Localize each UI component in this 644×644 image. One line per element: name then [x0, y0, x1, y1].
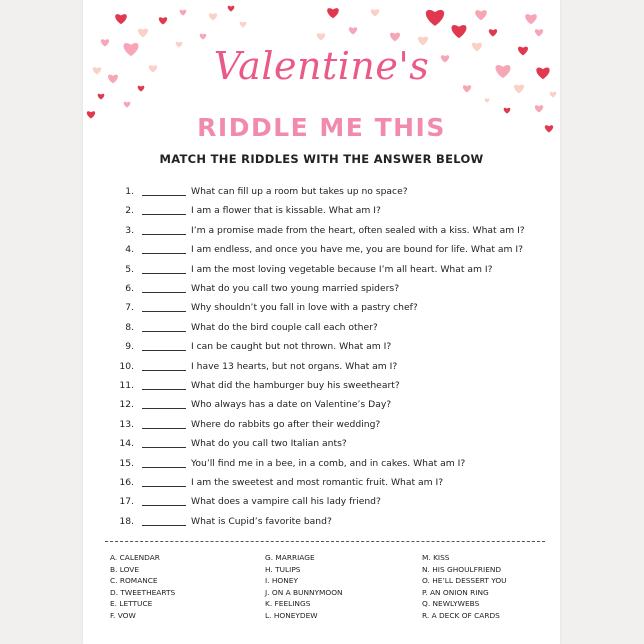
answer-option: A. CALENDAR: [110, 553, 160, 562]
riddle-text: What do you call two Italian ants?: [191, 438, 347, 450]
riddle-text: What does a vampire call his lady friend?: [191, 496, 381, 508]
page-title: RIDDLE ME THIS: [197, 113, 446, 142]
answer-option: B. LOVE: [110, 564, 140, 574]
riddle-row: [83, 318, 560, 337]
riddle-number: 11.: [119, 380, 134, 391]
answer-blank[interactable]: [142, 350, 186, 351]
answer-blank[interactable]: [142, 428, 186, 429]
riddle-number: 6.: [125, 283, 134, 294]
riddle-row: [83, 357, 560, 376]
riddle-number: 9.: [125, 341, 134, 353]
riddle-text: What did the hamburger buy his sweetheart?: [191, 380, 400, 391]
riddle-number: 3.: [125, 224, 134, 236]
riddle-row: [83, 279, 560, 298]
instructions: MATCH THE RIDDLES WITH THE ANSWER BELOW: [159, 152, 484, 166]
riddle-number: 1.: [125, 186, 134, 197]
heart-icon: [228, 6, 235, 12]
answer-option: I. HONEY: [265, 576, 298, 586]
answer-blank[interactable]: [142, 311, 186, 312]
answer-option: C. ROMANCE: [110, 576, 158, 586]
riddle-number: 18.: [119, 515, 134, 527]
riddle-number: 4.: [125, 244, 134, 256]
riddle-text: Who always has a date on Valentine’s Day?: [191, 399, 392, 411]
heart-icon: [390, 33, 400, 42]
answer-blank[interactable]: [142, 408, 186, 409]
riddle-number: 7.: [125, 302, 134, 314]
riddle-text: Where do rabbits go after their wedding?: [191, 418, 381, 430]
riddle-text: What is Cupid’s favorite band?: [191, 515, 332, 527]
answer-blank[interactable]: [142, 214, 186, 215]
riddle-row: [83, 415, 560, 434]
riddle-text: I have 13 hearts, but not organs. What am I?: [191, 360, 398, 372]
heart-icon: [452, 25, 467, 38]
riddle-number: 14.: [119, 438, 134, 450]
heart-icon: [200, 34, 207, 40]
heart-icon: [426, 10, 444, 26]
riddle-row: [83, 512, 560, 531]
answer-blank[interactable]: [142, 467, 186, 468]
answer-blank[interactable]: [142, 486, 186, 487]
answer-column: [265, 552, 343, 622]
riddle-text: I am the most loving vegetable because I’m all heart. What am I?: [191, 263, 493, 275]
answer-option: J. ON A BUNNYMOON: [265, 587, 343, 597]
riddle-text: What can fill up a room but takes up no space?: [191, 186, 408, 197]
heart-icon: [525, 14, 537, 24]
answer-option: O. HE’LL DESSERT YOU: [422, 576, 507, 586]
riddle-text: I’m a promise made from the heart, often sealed with a kiss. What am I?: [191, 224, 525, 236]
answer-column: [110, 552, 175, 622]
heart-icon: [98, 94, 105, 100]
riddle-text: I am a flower that is kissable. What am I?: [191, 205, 381, 217]
riddle-text: You’ll find me in a bee, in a comb, and in cakes. What am I?: [191, 457, 466, 469]
answer-option: R. A DECK OF CARDS: [422, 610, 500, 620]
heart-icon: [115, 14, 127, 24]
answer-option: M. KISS: [422, 553, 450, 562]
riddle-row: [83, 434, 560, 453]
heart-icon: [209, 13, 217, 20]
answer-option: H. TULIPS: [265, 564, 301, 574]
riddle-row: [83, 260, 560, 279]
riddle-text: I am endless, and once you have me, you are bound for life. What am I?: [191, 244, 524, 256]
riddle-text: What do you call two young married spiders?: [191, 283, 400, 294]
riddle-text: Why shouldn’t you fall in love with a pastry chef?: [191, 302, 418, 314]
riddle-row: [83, 201, 560, 220]
answer-blank[interactable]: [142, 195, 186, 196]
riddle-row: [83, 473, 560, 492]
answer-blank[interactable]: [142, 525, 186, 526]
answer-blank[interactable]: [142, 331, 186, 332]
riddle-row: [83, 454, 560, 473]
answer-column: [422, 552, 507, 622]
answer-option: Q. NEWLYWEBS: [422, 599, 480, 609]
riddle-number: 10.: [119, 360, 134, 372]
riddle-row: [83, 182, 560, 201]
riddle-row: [83, 221, 560, 240]
heart-icon: [475, 10, 487, 20]
heart-icon: [371, 9, 379, 16]
heart-icon: [317, 33, 325, 40]
answer-option: K. FEELINGS: [265, 599, 311, 609]
riddle-row: [83, 395, 560, 414]
answer-blank[interactable]: [142, 253, 186, 254]
riddle-row: [83, 240, 560, 259]
answer-blank[interactable]: [142, 505, 186, 506]
riddle-row: [83, 492, 560, 511]
heart-icon: [180, 10, 187, 16]
heart-icon: [327, 8, 339, 18]
riddle-number: 2.: [125, 205, 134, 217]
riddle-text: I can be caught but not thrown. What am I?: [191, 341, 392, 353]
answer-option: N. HIS GHOULFRIEND: [422, 564, 502, 574]
answer-blank[interactable]: [142, 234, 186, 235]
riddle-number: 8.: [125, 321, 134, 333]
answer-option: F. VOW: [110, 610, 136, 620]
riddle-number: 15.: [119, 457, 134, 469]
heart-icon: [240, 22, 247, 28]
riddle-row: [83, 298, 560, 317]
answer-blank[interactable]: [142, 370, 186, 371]
answer-blank[interactable]: [142, 292, 186, 293]
heart-icon: [550, 92, 557, 98]
answer-option: L. HONEYDEW: [265, 610, 318, 620]
answer-option: E. LETTUCE: [110, 599, 153, 609]
answer-blank[interactable]: [142, 447, 186, 448]
riddle-number: 17.: [119, 496, 134, 508]
riddle-number: 16.: [119, 477, 134, 488]
answer-blank[interactable]: [142, 273, 186, 274]
heart-icon: [535, 105, 543, 112]
riddle-row: [83, 337, 560, 356]
riddle-text: What do the bird couple call each other?: [191, 321, 378, 333]
worksheet-page: [83, 0, 560, 644]
heart-icon: [159, 17, 167, 24]
heart-icon: [124, 102, 131, 108]
heart-icon: [535, 29, 543, 36]
riddle-number: 12.: [119, 399, 134, 411]
riddle-row: [83, 376, 560, 395]
answer-blank[interactable]: [142, 389, 186, 390]
dashed-divider: [105, 541, 545, 542]
answer-option: D. TWEETHEARTS: [110, 587, 176, 597]
riddle-number: 13.: [119, 418, 134, 430]
riddle-text: I am the sweetest and most romantic fruit. What am I?: [191, 477, 444, 488]
title-script: Valentine's: [213, 44, 430, 88]
answer-option: G. MARRIAGE: [265, 553, 315, 562]
heart-icon: [138, 29, 148, 38]
answer-option: P. AN ONION RING: [422, 587, 489, 597]
riddle-number: 5.: [125, 263, 134, 275]
heart-icon: [489, 29, 497, 36]
heart-icon: [485, 98, 490, 102]
heart-icon: [349, 27, 357, 34]
